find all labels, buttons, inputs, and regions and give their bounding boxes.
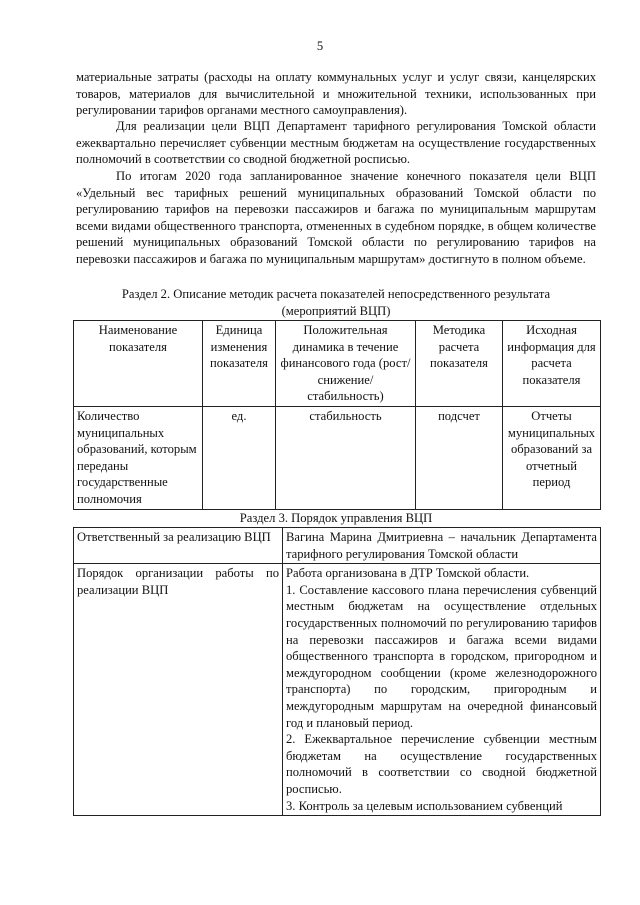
management-table (73, 527, 601, 816)
table-header-row (74, 321, 601, 407)
paragraph-results-2020: По итогам 2020 года запланированное значение конечного показателя цели ВЦП «Удельный вес тарифных решений муниципальных образований Томской области по регулированию тарифов на перевозки пассажиров и багажа по муниципальным маршрутам всеми видами общественного транспорта, отмененных в судебном порядке, в общем количестве решений муниципальных образований Томской области по регулированию тарифов на перевозки пассажиров и багажа по муниципальным маршрутам» достигнуто в полном объеме. (76, 169, 596, 266)
work-order-item: 2. Ежеквартальное перечисление субвенции местным бюджетам на осуществление государственных полномочий в соответствии со сводной бюджетной росписью. (286, 732, 597, 796)
work-order-item: 3. Контроль за целевым использованием субвенций (286, 798, 563, 813)
section2-title: Раздел 2. Описание методик расчета показателей непосредственного результата (121, 287, 551, 301)
table-row (74, 406, 601, 509)
header-unit: Единица изменения показателя (203, 321, 276, 407)
cell-indicator-name: Количество муниципальных образований, которым переданы государственные полномочия (74, 406, 203, 509)
page-number: 5 (316, 39, 324, 53)
section3-title: Раздел 3. Порядок управления ВЦП (239, 511, 433, 525)
work-order-label: Порядок организации работы по реализации ВЦП (74, 564, 283, 816)
cell-method: подсчет (416, 406, 503, 509)
header-dynamics: Положительная динамика в течение финансового года (рост/снижение/ стабильность) (276, 321, 416, 407)
work-order-item: 1. Составление кассового плана перечисления субвенций местным бюджетам на осуществление отдельных государственных полномочий по регулированию тарифов на перевозки пассажиров и багажа всеми видами общественного транспорта в городском, пригородном и междугородном сообщении (кроме железнодорожного транспорта) по городским, пригородным и междугородным маршрутам на очередной финансовый год и плановый период. (286, 582, 597, 730)
section2-subtitle: (мероприятий ВЦП) (281, 303, 391, 318)
cell-source-info: Отчеты муниципальных образований за отчетный период (503, 406, 601, 509)
table-row (74, 564, 601, 816)
header-method: Методика расчета показателя (416, 321, 503, 407)
work-order-item: Работа организована в ДТР Томской области. (286, 566, 530, 581)
cell-dynamics: стабильность (276, 406, 416, 509)
paragraph-goal-implementation: Для реализации цели ВЦП Департамент тарифного регулирования Томской области ежеквартально перечисляет субвенции местным бюджетам на осуществление государственных полномочий в соответствии со сводной бюджетной росписью. (76, 119, 596, 167)
table-row (74, 528, 601, 564)
responsible-value: Вагина Марина Дмитриевна – начальник Департамента тарифного регулирования Томской области (283, 528, 601, 564)
header-indicator-name: Наименование показателя (74, 321, 203, 407)
work-order-value (283, 564, 601, 816)
header-source-info: Исходная информация для расчета показателя (503, 321, 601, 407)
section2-heading (76, 286, 596, 319)
responsible-label: Ответственный за реализацию ВЦП (74, 528, 283, 564)
indicators-table (73, 320, 601, 510)
cell-unit: ед. (203, 406, 276, 509)
paragraph-material-costs: материальные затраты (расходы на оплату коммунальных услуг и услуг связи, канцелярских товаров, материалов для вычислительной и множительной техники, использованных при регулировании тарифов органами местного самоуправления). (76, 70, 596, 118)
